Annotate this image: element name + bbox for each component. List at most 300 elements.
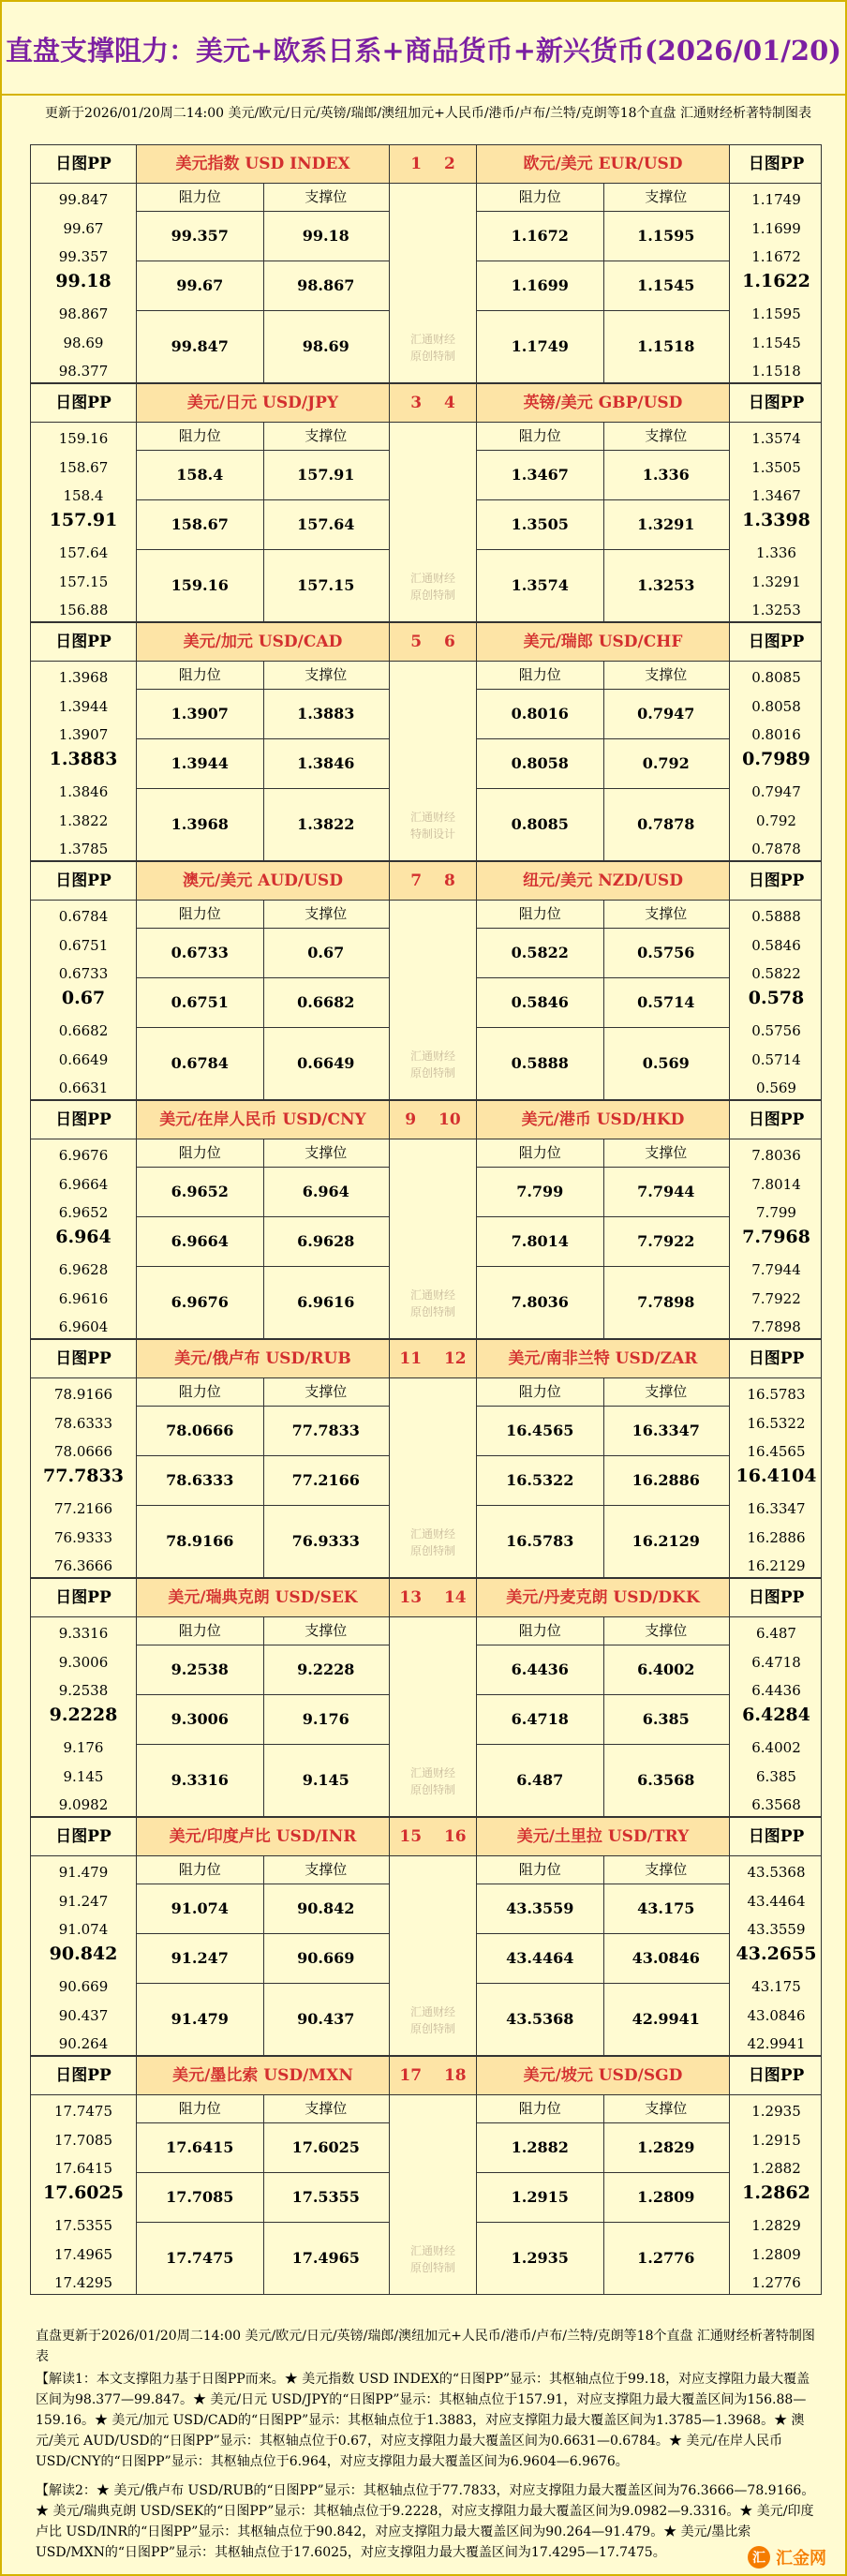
- pp-level-value: 1.3253: [751, 602, 801, 619]
- logo: [714, 2543, 826, 2571]
- pp-level-value: 1.3291: [751, 573, 801, 590]
- pivot-point-value: 6.964: [55, 1226, 111, 1247]
- pair-name-right: 美元/丹麦克朗 USD/DKK: [477, 1579, 729, 1616]
- pp-level-value: 1.3846: [58, 783, 109, 801]
- pp-column: [31, 422, 136, 622]
- support-value: 43.0846: [632, 1949, 700, 1967]
- pp-level-value: 158.67: [58, 458, 109, 476]
- watermark-line: 汇通财经: [409, 1527, 455, 1541]
- pp-column: [31, 2094, 136, 2295]
- pp-level-value: 0.8016: [751, 726, 801, 744]
- pair-name-left: 美元指数 USD INDEX: [137, 145, 389, 183]
- pp-level-value: 43.4464: [747, 1892, 806, 1910]
- pp-level-value: 76.9333: [53, 1528, 113, 1546]
- pair-numbers: 13 14: [390, 1579, 476, 1616]
- resistance-value: 7.799: [516, 1183, 564, 1200]
- watermark: [390, 570, 476, 603]
- support-value: 1.2809: [637, 2188, 695, 2206]
- support-value: 6.4002: [637, 1660, 695, 1678]
- resistance-value: 78.9166: [166, 1532, 234, 1550]
- pp-level-value: 1.3467: [751, 487, 801, 505]
- pp-header: 日图PP: [55, 1827, 111, 1846]
- pp-level-value: 77.2166: [53, 1500, 113, 1518]
- pp-header: 日图PP: [55, 1110, 111, 1129]
- watermark-line: 特制设计: [409, 827, 455, 841]
- support-value: 42.9941: [632, 2010, 700, 2028]
- pp-level-value: 9.145: [63, 1767, 104, 1785]
- pp-level-value: 0.792: [756, 812, 796, 829]
- pp-column: [31, 900, 136, 1100]
- support-header: 支撑位: [305, 1861, 348, 1878]
- pp-level-value: 0.7947: [751, 783, 801, 801]
- pair-numbers: 1 2: [390, 145, 476, 183]
- resistance-value: 6.9652: [171, 1183, 229, 1200]
- pair-name-right: 英镑/美元 GBP/USD: [477, 384, 729, 422]
- resistance-value: 16.5783: [506, 1532, 574, 1550]
- pivot-point-value: 1.3398: [742, 509, 810, 530]
- support-value: 1.2829: [637, 2138, 695, 2156]
- pp-level-value: 91.479: [58, 1864, 109, 1881]
- pp-header: 日图PP: [55, 633, 111, 651]
- resistance-value: 91.247: [171, 1949, 229, 1967]
- pp-header: 日图PP: [748, 871, 805, 890]
- pp-header: 日图PP: [55, 1349, 111, 1368]
- pp-header: 日图PP: [748, 2066, 805, 2085]
- pp-column: [730, 900, 823, 1100]
- pp-level-value: 6.9616: [58, 1289, 109, 1307]
- resistance-value: 9.3006: [171, 1710, 229, 1728]
- pp-level-value: 1.2776: [751, 2274, 801, 2292]
- support-header: 支撑位: [645, 427, 688, 444]
- resistance-header: 阻力位: [518, 1144, 561, 1161]
- support-value: 6.3568: [637, 1771, 695, 1789]
- resistance-value: 1.3574: [511, 576, 569, 594]
- pair-name-right: 欧元/美元 EUR/USD: [477, 145, 729, 183]
- pp-level-value: 1.3822: [58, 812, 109, 829]
- resistance-value: 99.847: [171, 337, 229, 355]
- resistance-value: 43.5368: [506, 2010, 574, 2028]
- support-value: 9.176: [302, 1710, 349, 1728]
- resistance-header: 阻力位: [518, 1861, 561, 1878]
- watermark-line: 原创特制: [409, 1783, 455, 1796]
- support-value: 6.9616: [297, 1293, 355, 1311]
- resistance-value: 1.2935: [511, 2249, 569, 2267]
- watermark-line: 原创特制: [409, 1544, 455, 1557]
- pp-header: 日图PP: [55, 2066, 111, 2085]
- pp-level-value: 7.799: [756, 1204, 796, 1222]
- resistance-value: 0.6733: [171, 944, 229, 961]
- pair-numbers: 3 4: [390, 384, 476, 422]
- watermark-line: 原创特制: [409, 350, 455, 363]
- pivot-point-value: 16.4104: [736, 1465, 817, 1486]
- watermark-line: 汇通财经: [409, 333, 455, 346]
- pp-level-value: 156.88: [58, 602, 109, 619]
- pp-level-value: 7.7898: [751, 1318, 801, 1336]
- resistance-value: 6.4436: [511, 1660, 569, 1678]
- pp-header: 日图PP: [748, 155, 805, 173]
- watermark-line: 原创特制: [409, 2022, 455, 2035]
- support-header: 支撑位: [305, 905, 348, 922]
- support-value: 17.4965: [291, 2249, 360, 2267]
- pivot-point-value: 77.7833: [43, 1465, 124, 1486]
- pp-header: 日图PP: [748, 633, 805, 651]
- pivot-block: [30, 1100, 822, 1339]
- resistance-value: 0.6751: [171, 993, 229, 1011]
- pivot-point-value: 157.91: [49, 509, 118, 530]
- pp-level-value: 16.5783: [747, 1386, 806, 1403]
- pp-level-value: 1.1518: [751, 363, 801, 380]
- support-value: 16.2886: [632, 1471, 700, 1489]
- resistance-header: 阻力位: [178, 1622, 221, 1639]
- pivot-point-value: 0.578: [748, 987, 805, 1008]
- pp-level-value: 1.3574: [751, 430, 801, 447]
- pp-column: [730, 1139, 823, 1339]
- resistance-value: 43.4464: [506, 1949, 574, 1967]
- pp-level-value: 0.5846: [751, 936, 801, 954]
- pp-level-value: 0.6784: [58, 908, 109, 925]
- support-value: 99.18: [302, 227, 349, 245]
- pp-level-value: 78.9166: [53, 1386, 113, 1403]
- pp-level-value: 16.2886: [747, 1528, 806, 1546]
- pp-level-value: 90.264: [58, 2035, 109, 2053]
- resistance-value: 0.8085: [511, 815, 569, 833]
- pp-level-value: 7.7922: [751, 1289, 801, 1307]
- support-value: 0.5756: [637, 944, 695, 961]
- resistance-value: 1.3907: [171, 705, 229, 722]
- pivot-block: [30, 861, 822, 1100]
- resistance-header: 阻力位: [518, 188, 561, 205]
- pivot-block: [30, 1339, 822, 1578]
- resistance-value: 1.1699: [511, 276, 569, 294]
- pp-level-value: 1.3505: [751, 458, 801, 476]
- support-value: 90.842: [297, 1899, 355, 1917]
- pp-header: 日图PP: [748, 1588, 805, 1607]
- resistance-header: 阻力位: [518, 2100, 561, 2117]
- resistance-value: 0.5888: [511, 1054, 569, 1072]
- resistance-header: 阻力位: [178, 427, 221, 444]
- pp-level-value: 17.5355: [53, 2217, 113, 2235]
- pivot-block: [30, 622, 822, 861]
- resistance-value: 9.2538: [171, 1660, 229, 1678]
- resistance-value: 6.9664: [171, 1232, 229, 1250]
- watermark-line: 汇通财经: [409, 1288, 455, 1302]
- resistance-value: 158.67: [171, 515, 229, 533]
- resistance-header: 阻力位: [518, 1622, 561, 1639]
- pair-numbers: 7 8: [390, 862, 476, 900]
- resistance-header: 阻力位: [178, 1144, 221, 1161]
- pair-name-left: 美元/印度卢比 USD/INR: [137, 1818, 389, 1855]
- support-header: 支撑位: [305, 2100, 348, 2117]
- resistance-value: 0.8016: [511, 705, 569, 722]
- support-value: 0.6682: [297, 993, 355, 1011]
- pp-level-value: 43.0846: [747, 2006, 806, 2024]
- pp-level-value: 78.6333: [53, 1414, 113, 1432]
- pair-numbers: 5 6: [390, 623, 476, 661]
- pp-level-value: 9.3006: [58, 1653, 109, 1671]
- pp-level-value: 17.6415: [53, 2160, 113, 2178]
- pp-level-value: 0.6649: [58, 1050, 109, 1068]
- support-value: 76.9333: [291, 1532, 360, 1550]
- support-value: 157.15: [297, 576, 355, 594]
- pp-level-value: 6.385: [756, 1767, 796, 1785]
- pivot-point-value: 1.3883: [49, 748, 118, 769]
- logo-icon: 汇: [748, 2546, 770, 2569]
- resistance-value: 9.3316: [171, 1771, 229, 1789]
- pp-level-value: 6.9604: [58, 1318, 109, 1336]
- pp-header: 日图PP: [748, 394, 805, 412]
- pp-level-value: 43.3559: [747, 1921, 806, 1939]
- note-1: 【解读1：本文支撑阻力基于日图PP而来。★ 美元指数 USD INDEX的“日图PP”显示：其枢轴点位于99.18，对应支撑阻力最大覆盖区间为98.377—99.847。★ 美元/日元 USD/JPY的“日图PP”显示：其枢轴点位于157.91，对应支撑阻力最大覆盖区间为156.88—159.16。★ 美元/加元 USD/CAD的“日图PP”显示：其枢轴点位于1.3883，对应支撑阻力最大覆盖区间为1.3785—1.3968。★ 澳元/美元 AUD/USD的“日图PP”显示：其枢轴点位于0.67，对应支撑阻力最大覆盖区间为0.6631—0.6784。★ 美元/在岸人民币 USD/CNY的“日图PP”显示：其枢轴点位于6.964，对应支撑阻力最大覆盖区间为6.9604—6.9676。: [36, 2372, 810, 2469]
- resistance-header: 阻力位: [178, 666, 221, 683]
- pp-level-value: 1.1595: [751, 305, 801, 323]
- page-title: 直盘支撑阻力：美元+欧系日系+商品货币+新兴货币(2026/01/20): [2, 2, 845, 96]
- pp-level-value: 157.15: [58, 573, 109, 590]
- footer-update: 直盘更新于2026/01/20周二14:00 美元/欧元/日元/英镑/瑞郎/澳纽加元+人民币/港币/卢布/兰特/克朗等18个直盘 汇通财经析著特制图表: [36, 2329, 815, 2364]
- pp-level-value: 76.3666: [53, 1557, 113, 1575]
- support-header: 支撑位: [645, 1383, 688, 1400]
- pair-name-left: 美元/墨比索 USD/MXN: [137, 2057, 389, 2094]
- watermark: [390, 1287, 476, 1320]
- support-value: 0.7947: [637, 705, 695, 722]
- support-header: 支撑位: [305, 1144, 348, 1161]
- support-value: 6.964: [302, 1183, 349, 1200]
- support-value: 9.2228: [297, 1660, 355, 1678]
- support-value: 1.3253: [637, 576, 695, 594]
- pp-level-value: 43.175: [751, 1978, 801, 1996]
- resistance-value: 16.4565: [506, 1422, 574, 1439]
- pp-column: [730, 661, 823, 861]
- pivot-point-value: 99.18: [55, 270, 111, 291]
- resistance-value: 91.074: [171, 1899, 229, 1917]
- pp-level-value: 43.5368: [747, 1864, 806, 1881]
- watermark-line: 汇通财经: [409, 2005, 455, 2018]
- resistance-value: 6.9676: [171, 1293, 229, 1311]
- support-header: 支撑位: [645, 905, 688, 922]
- pp-level-value: 1.3944: [58, 697, 109, 715]
- support-value: 0.6649: [297, 1054, 355, 1072]
- support-value: 7.7898: [637, 1293, 695, 1311]
- support-header: 支撑位: [645, 1861, 688, 1878]
- pp-header: 日图PP: [55, 394, 111, 412]
- pivot-point-value: 0.7989: [742, 748, 810, 769]
- pp-column: [730, 183, 823, 383]
- pp-level-value: 99.357: [58, 248, 109, 266]
- support-header: 支撑位: [645, 1622, 688, 1639]
- pp-level-value: 17.4295: [53, 2274, 113, 2292]
- pp-header: 日图PP: [748, 1827, 805, 1846]
- pp-level-value: 159.16: [58, 430, 109, 447]
- pp-level-value: 7.8036: [751, 1147, 801, 1164]
- note-2: 【解读2：★ 美元/俄卢布 USD/RUB的“日图PP”显示：其枢轴点位于77.7833，对应支撑阻力最大覆盖区间为76.3666—78.9166。★ 美元/瑞典克朗 USD/SEK的“日图PP”显示：其枢轴点位于9.2228，对应支撑阻力最大覆盖区间为9.0982—9.3316。★ 美元/印度卢比 USD/INR的“日图PP”显示：其枢轴点位于90.842，对应支撑阻力最大覆盖区间为90.264—91.479。★ 美元/墨比索 USD/MXN的“日图PP”显示：其枢轴点位于17.6025，对应支撑阻力最大覆盖区间为17.4295—17.7475。: [36, 2483, 815, 2560]
- support-header: 支撑位: [645, 188, 688, 205]
- pp-level-value: 0.8085: [751, 669, 801, 686]
- pair-name-right: 美元/南非兰特 USD/ZAR: [477, 1340, 729, 1377]
- support-value: 16.2129: [632, 1532, 700, 1550]
- pp-level-value: 1.1749: [751, 191, 801, 208]
- watermark: [390, 1764, 476, 1798]
- support-value: 98.867: [297, 276, 355, 294]
- support-value: 0.792: [642, 754, 690, 772]
- pp-level-value: 91.247: [58, 1892, 109, 1910]
- resistance-value: 16.5322: [506, 1471, 574, 1489]
- resistance-value: 78.6333: [166, 1471, 234, 1489]
- support-value: 6.9628: [297, 1232, 355, 1250]
- resistance-value: 7.8014: [511, 1232, 569, 1250]
- resistance-header: 阻力位: [178, 2100, 221, 2117]
- watermark: [390, 2003, 476, 2037]
- support-value: 6.385: [642, 1710, 690, 1728]
- resistance-value: 1.3968: [171, 815, 229, 833]
- support-value: 157.91: [297, 466, 355, 484]
- pair-name-left: 美元/瑞典克朗 USD/SEK: [137, 1579, 389, 1616]
- pp-column: [730, 1377, 823, 1578]
- pp-level-value: 1.2809: [751, 2245, 801, 2263]
- pp-level-value: 6.4436: [751, 1682, 801, 1700]
- pp-level-value: 90.669: [58, 1978, 109, 1996]
- pp-level-value: 6.9664: [58, 1175, 109, 1193]
- pp-level-value: 6.9676: [58, 1147, 109, 1164]
- support-value: 1.1545: [637, 276, 695, 294]
- pp-level-value: 78.0666: [53, 1443, 113, 1461]
- pp-level-value: 6.4002: [751, 1739, 801, 1757]
- support-value: 0.67: [307, 944, 345, 961]
- pp-level-value: 0.6733: [58, 965, 109, 983]
- pp-level-value: 6.3568: [751, 1796, 801, 1814]
- pp-level-value: 1.3785: [58, 841, 109, 858]
- pp-level-value: 6.9628: [58, 1261, 109, 1279]
- support-value: 43.175: [637, 1899, 695, 1917]
- resistance-value: 99.67: [176, 276, 224, 294]
- pp-header: 日图PP: [748, 1349, 805, 1368]
- pp-level-value: 16.5322: [747, 1414, 806, 1432]
- pp-level-value: 0.6751: [58, 936, 109, 954]
- watermark-line: 汇通财经: [409, 1050, 455, 1063]
- pp-column: [31, 1616, 136, 1817]
- pair-name-right: 美元/土里拉 USD/TRY: [477, 1818, 729, 1855]
- support-value: 7.7944: [637, 1183, 695, 1200]
- support-value: 1.3291: [637, 515, 695, 533]
- pair-name-right: 美元/坡元 USD/SGD: [477, 2057, 729, 2094]
- pair-name-left: 美元/在岸人民币 USD/CNY: [137, 1101, 389, 1139]
- pp-level-value: 0.8058: [751, 697, 801, 715]
- support-value: 1.336: [642, 466, 690, 484]
- watermark: [390, 2242, 476, 2276]
- pp-column: [730, 1855, 823, 2056]
- pp-header: 日图PP: [55, 1588, 111, 1607]
- pp-header: 日图PP: [55, 155, 111, 173]
- pivot-block: [30, 383, 822, 622]
- pp-level-value: 0.5822: [751, 965, 801, 983]
- support-header: 支撑位: [305, 188, 348, 205]
- resistance-value: 78.0666: [166, 1422, 234, 1439]
- pp-level-value: 9.176: [63, 1739, 104, 1757]
- pp-level-value: 98.867: [58, 305, 109, 323]
- pp-level-value: 90.437: [58, 2006, 109, 2024]
- pp-header: 日图PP: [748, 1110, 805, 1129]
- watermark-line: 原创特制: [409, 1305, 455, 1318]
- watermark-line: 原创特制: [409, 588, 455, 602]
- resistance-value: 1.2882: [511, 2138, 569, 2156]
- resistance-value: 17.6415: [166, 2138, 234, 2156]
- pp-level-value: 0.5756: [751, 1022, 801, 1040]
- support-value: 1.3822: [297, 815, 355, 833]
- pp-level-value: 98.69: [63, 334, 104, 351]
- resistance-value: 1.3944: [171, 754, 229, 772]
- resistance-value: 0.8058: [511, 754, 569, 772]
- pivot-point-value: 0.67: [61, 987, 106, 1008]
- resistance-value: 0.6784: [171, 1054, 229, 1072]
- support-value: 16.3347: [632, 1422, 700, 1439]
- support-value: 98.69: [302, 337, 349, 355]
- pp-column: [31, 661, 136, 861]
- pp-level-value: 0.5714: [751, 1050, 801, 1068]
- support-value: 1.3846: [297, 754, 355, 772]
- resistance-value: 7.8036: [511, 1293, 569, 1311]
- pp-level-value: 1.2882: [751, 2160, 801, 2178]
- update-line: 更新于2026/01/20周二14:00 美元/欧元/日元/英镑/瑞郎/澳纽加元+人民币/港币/卢布/兰特/克朗等18个直盘 汇通财经析著特制图表: [45, 106, 811, 121]
- watermark: [390, 1048, 476, 1081]
- pp-level-value: 99.67: [63, 219, 104, 237]
- resistance-header: 阻力位: [518, 427, 561, 444]
- support-header: 支撑位: [305, 1383, 348, 1400]
- support-header: 支撑位: [305, 427, 348, 444]
- resistance-header: 阻力位: [518, 905, 561, 922]
- pp-level-value: 0.7878: [751, 841, 801, 858]
- pivot-point-value: 43.2655: [736, 1943, 817, 1964]
- support-value: 90.437: [297, 2010, 355, 2028]
- watermark-line: 汇通财经: [409, 2244, 455, 2257]
- pp-level-value: 9.2538: [58, 1682, 109, 1700]
- watermark-line: 汇通财经: [409, 811, 455, 824]
- support-value: 77.7833: [291, 1422, 360, 1439]
- resistance-header: 阻力位: [518, 666, 561, 683]
- resistance-header: 阻力位: [178, 1861, 221, 1878]
- pp-level-value: 1.1699: [751, 219, 801, 237]
- pivot-point-value: 6.4284: [742, 1704, 810, 1725]
- watermark-line: 原创特制: [409, 1066, 455, 1080]
- watermark-line: 原创特制: [409, 2261, 455, 2274]
- pair-numbers: 11 12: [390, 1340, 476, 1377]
- pp-level-value: 1.2829: [751, 2217, 801, 2235]
- pivot-point-value: 9.2228: [49, 1704, 118, 1725]
- support-value: 90.669: [297, 1949, 355, 1967]
- resistance-value: 1.1672: [511, 227, 569, 245]
- pp-level-value: 17.4965: [53, 2245, 113, 2263]
- pp-level-value: 6.4718: [751, 1653, 801, 1671]
- resistance-header: 阻力位: [178, 188, 221, 205]
- support-value: 77.2166: [291, 1471, 360, 1489]
- resistance-value: 91.479: [171, 2010, 229, 2028]
- pp-level-value: 9.0982: [58, 1796, 109, 1814]
- support-header: 支撑位: [645, 1144, 688, 1161]
- resistance-value: 158.4: [176, 466, 224, 484]
- resistance-value: 6.487: [516, 1771, 564, 1789]
- pp-level-value: 157.64: [58, 544, 109, 562]
- resistance-header: 阻力位: [178, 1383, 221, 1400]
- resistance-value: 17.7475: [166, 2249, 234, 2267]
- pp-level-value: 0.6682: [58, 1022, 109, 1040]
- resistance-value: 1.1749: [511, 337, 569, 355]
- pp-level-value: 6.487: [756, 1625, 796, 1642]
- support-value: 1.2776: [637, 2249, 695, 2267]
- pp-column: [730, 422, 823, 622]
- pp-level-value: 1.2915: [751, 2131, 801, 2149]
- watermark: [390, 331, 476, 365]
- pp-level-value: 1.1545: [751, 334, 801, 351]
- pp-level-value: 17.7475: [53, 2103, 113, 2120]
- pair-name-left: 美元/俄卢布 USD/RUB: [137, 1340, 389, 1377]
- pivot-point-value: 1.1622: [742, 270, 810, 291]
